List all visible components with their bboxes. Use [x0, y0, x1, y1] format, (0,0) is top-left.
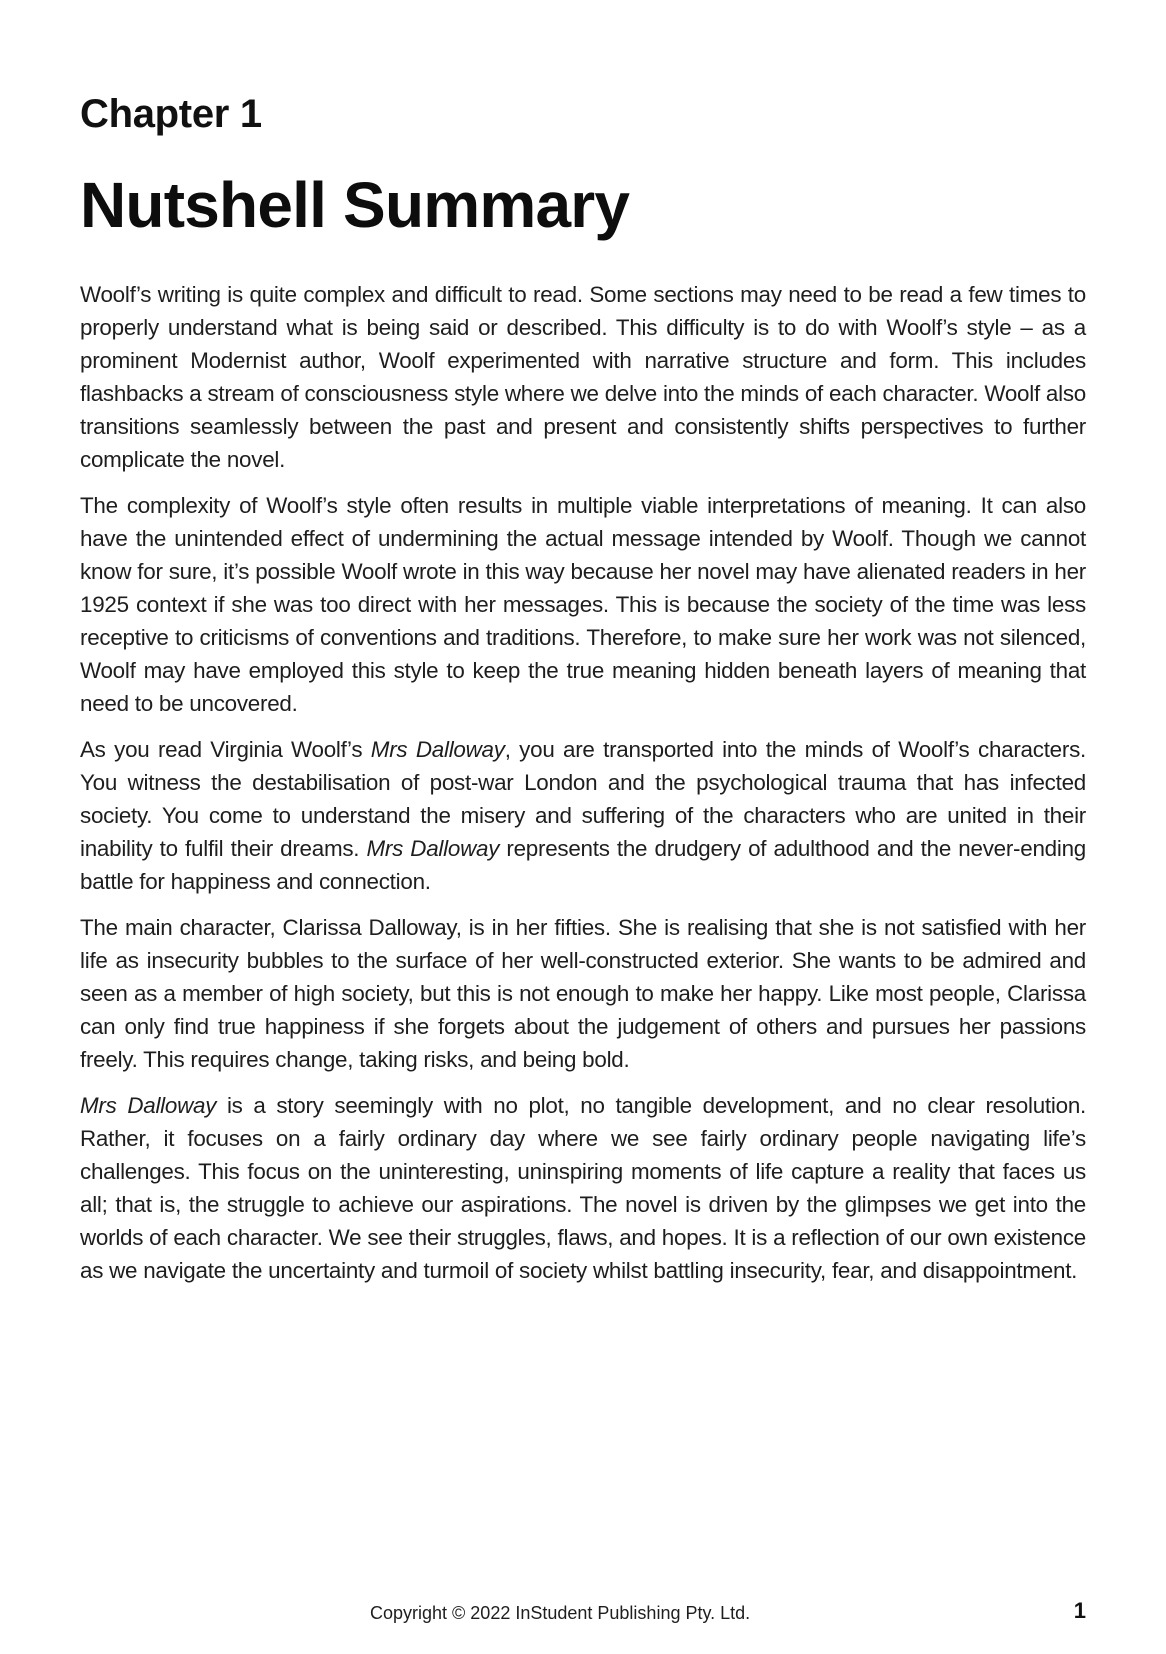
book-title: Mrs Dalloway: [366, 836, 500, 861]
paragraph-3-text-a: As you read Virginia Woolf’s: [80, 737, 371, 762]
paragraph-3-text-b: , you are transported into the minds of Woolf’s characters. You witness the destabilisation of post-war London and the psychological trauma that has infected society. You come to understand the misery and suffering of the characters who are united in their inability to fulfil their dreams.: [80, 737, 1086, 861]
page-number: 1: [1073, 1598, 1086, 1623]
footer-copyright: Copyright © 2022 InStudent Publishing Pty. Ltd.: [370, 1603, 751, 1623]
paragraph-2: The complexity of Woolf’s style often results in multiple viable interpretations of meaning. It can also have the unintended effect of undermining the actual message intended by Woolf. Though we cannot know for sure, it’s possible Woolf wrote in this way because her novel may have alienated readers in her 1925 context if she was too direct with her messages. This is because the society of the time was less receptive to criticisms of conventions and traditions. Therefore, to make sure her work was not silenced, Woolf may have employed this style to keep the true meaning hidden beneath layers of meaning that need to be uncovered.: [80, 493, 1086, 716]
paragraph-5-text: is a story seemingly with no plot, no tangible development, and no clear resolution. Rather, it focuses on a fairly ordinary day where we see fairly ordinary people navigating life’s challenges. This focus on the uninteresting, uninspiring moments of life capture a reality that faces us all; that is, the struggle to achieve our aspirations. The novel is driven by the glimpses we get into the worlds of each character. We see their struggles, flaws, and hopes. It is a reflection of our own existence as we navigate the uncertainty and turmoil of society whilst battling insecurity, fear, and disappointment.: [80, 1093, 1086, 1283]
paragraph-4: The main character, Clarissa Dalloway, is in her fifties. She is realising that she is not satisfied with her life as insecurity bubbles to the surface of her well-constructed exterior. She wants to be admired and seen as a member of high society, but this is not enough to make her happy. Like most people, Clarissa can only find true happiness if she forgets about the judgement of others and pursues her passions freely. This requires change, taking risks, and being bold.: [80, 915, 1086, 1072]
body-text: [80, 278, 1086, 1300]
paragraph-3: [80, 733, 1086, 898]
paragraph-1: Woolf’s writing is quite complex and difficult to read. Some sections may need to be read a few times to properly understand what is being said or described. This difficulty is to do with Woolf’s style – as a prominent Modernist author, Woolf experimented with narrative structure and form. This includes flashbacks a stream of consciousness style where we delve into the minds of each character. Woolf also transitions seamlessly between the past and present and consistently shifts perspectives to further complicate the novel.: [80, 282, 1086, 472]
chapter-label: Chapter 1: [80, 92, 262, 136]
book-title: Mrs Dalloway: [80, 1093, 217, 1118]
book-title: Mrs Dalloway: [370, 737, 505, 762]
paragraph-3-text-c: represents the drudgery of adulthood and the never-ending battle for happiness and connection.: [80, 836, 1086, 894]
paragraph-5: [80, 1089, 1086, 1287]
page-title: Nutshell Summary: [80, 169, 630, 241]
